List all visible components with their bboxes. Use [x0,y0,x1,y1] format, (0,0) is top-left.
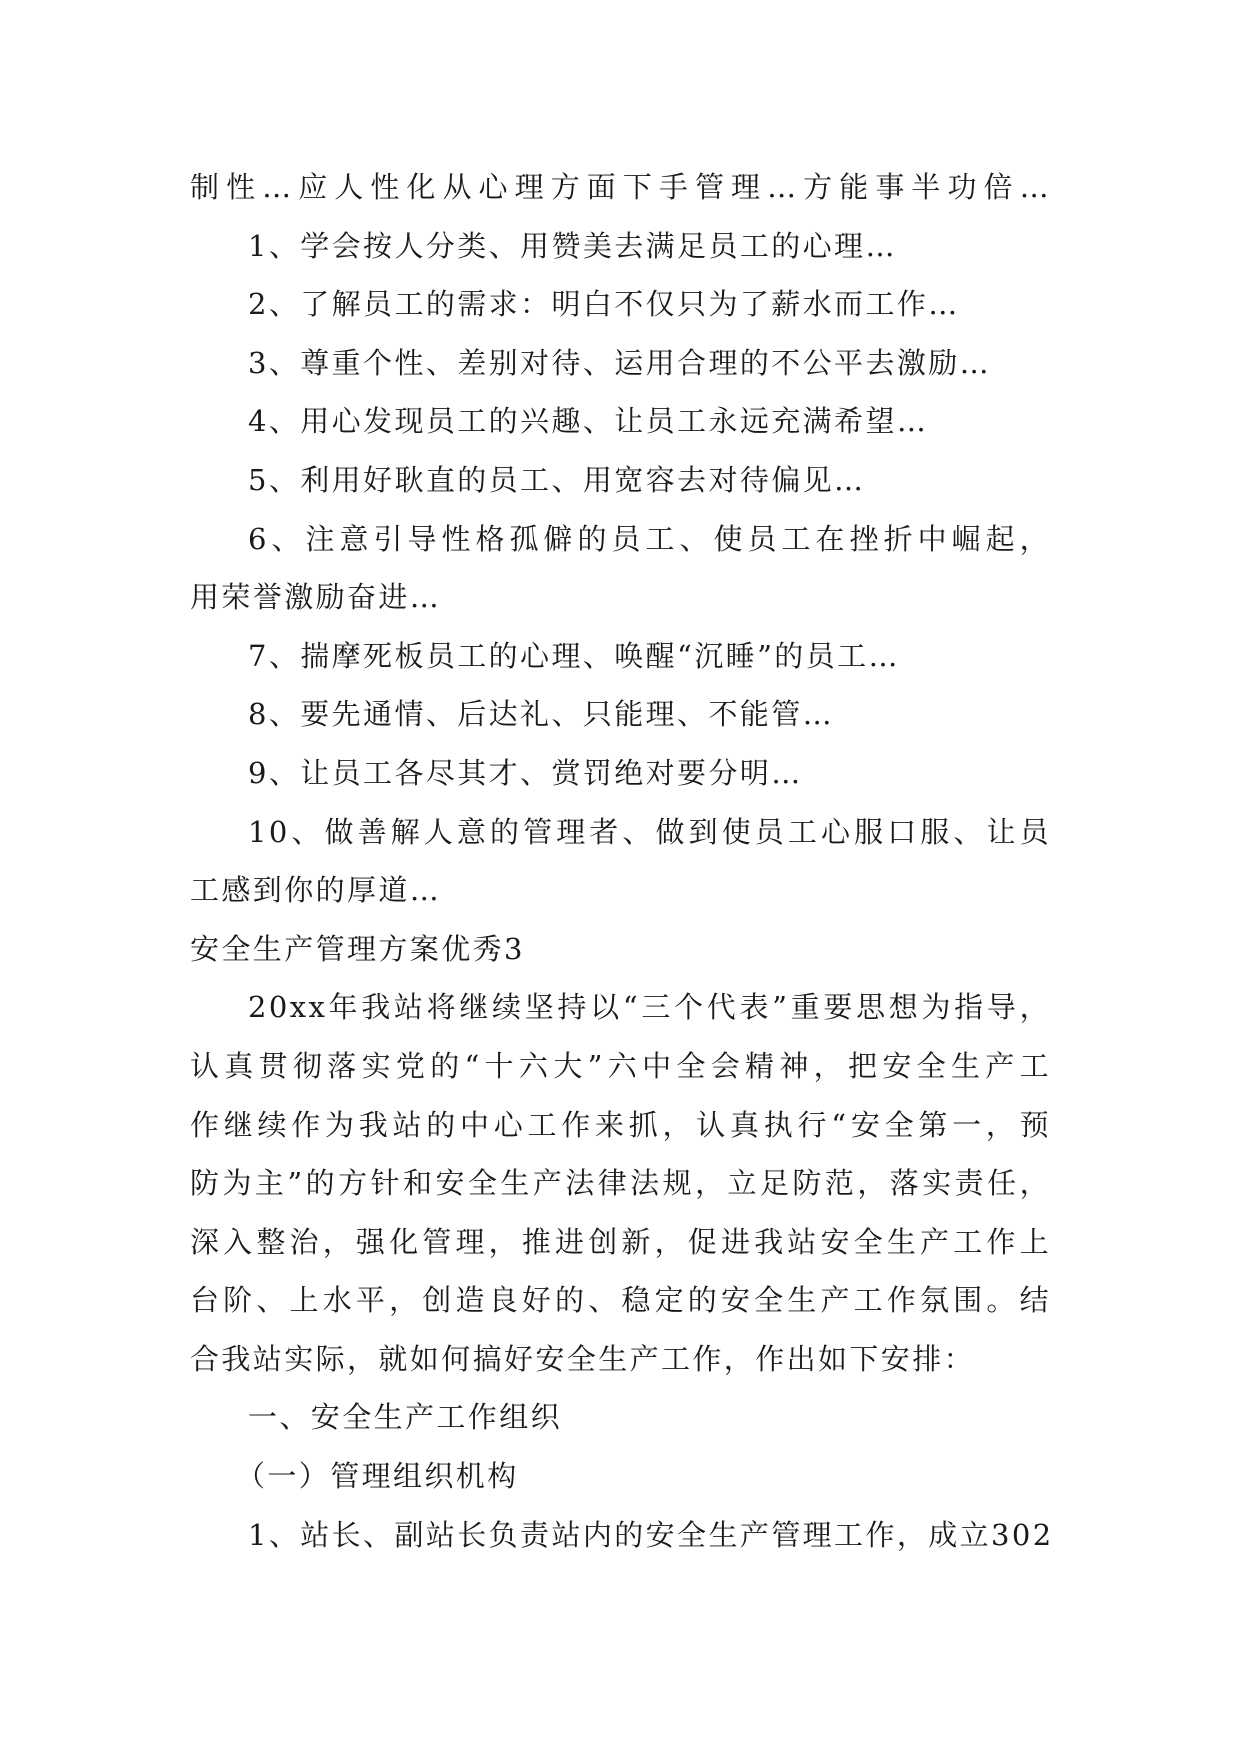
paragraph-line: 制性…应人性化从心理方面下手管理…方能事半功倍… [190,170,1051,204]
paragraph-line: 合我站实际，就如何搞好安全生产工作，作出如下安排： [190,1341,976,1376]
list-item: 4、用心发现员工的兴趣、让员工永远充满希望… [248,404,929,439]
paragraph-line: 作继续作为我站的中心工作来抓，认真执行“安全第一，预 [190,1107,1051,1142]
list-item-continuation: 工感到你的厚道… [190,873,442,908]
paragraph-line: 认真贯彻落实党的“十六大”六中全会精神，把安全生产工 [190,1048,1051,1083]
paragraph-line: 台阶、上水平，创造良好的、稳定的安全生产工作氛围。结 [190,1283,1051,1318]
list-item: 9、让员工各尽其才、赏罚绝对要分明… [248,755,803,790]
list-item: 8、要先通情、后达礼、只能理、不能管… [248,697,835,732]
paragraph-line: 20xx年我站将继续坚持以“三个代表”重要思想为指导， [248,990,1051,1025]
list-item: 2、了解员工的需求：明白不仅只为了薪水而工作… [248,287,960,322]
list-item: 7、揣摩死板员工的心理、唤醒“沉睡”的员工… [248,638,900,673]
list-item: 6、注意引导性格孤僻的员工、使员工在挫折中崛起， [248,521,1051,556]
list-item-continuation: 用荣誉激励奋进… [190,580,442,615]
subsection-heading: （一）管理组织机构 [236,1459,519,1494]
list-item: 1、学会按人分类、用赞美去满足员工的心理… [248,228,897,263]
section-heading: 安全生产管理方案优秀3 [190,931,525,966]
paragraph-line: 1、站长、副站长负责站内的安全生产管理工作，成立302 [248,1517,1054,1552]
list-item: 3、尊重个性、差别对待、运用合理的不公平去激励… [248,345,992,380]
list-item: 10、做善解人意的管理者、做到使员工心服口服、让员 [248,814,1051,849]
subsection-heading: 一、安全生产工作组织 [248,1400,563,1435]
list-item: 5、利用好耿直的员工、用宽容去对待偏见… [248,462,866,497]
paragraph-line: 防为主”的方针和安全生产法律法规，立足防范，落实责任， [190,1166,1051,1201]
paragraph-line: 深入整治，强化管理，推进创新，促进我站安全生产工作上 [190,1224,1051,1259]
document-body [190,158,1054,1564]
